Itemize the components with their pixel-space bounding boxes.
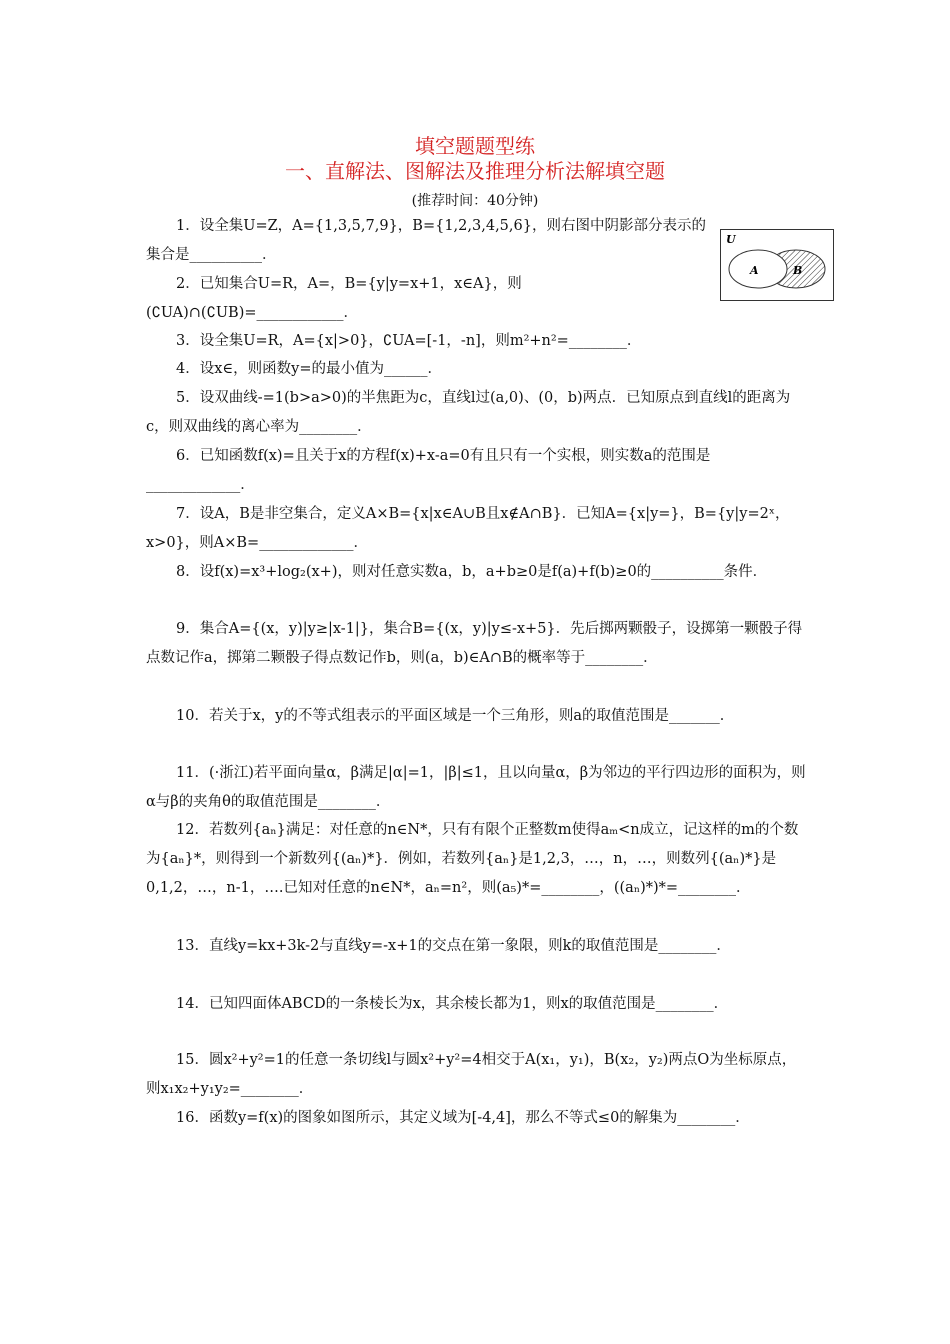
question-6: 6．已知函数f(x)=且关于x的方程f(x)+x-a=0有且只有一个实根，则实数a的范围是_____________． (146, 448, 711, 493)
question-2: 2．已知集合U=R，A=，B={y|y=x+1，x∈A}，则(∁UA)∩(∁UB)=____________． (146, 276, 522, 321)
section-title: 一、直解法、图解法及推理分析法解填空题 (285, 159, 665, 183)
question-16: 16．函数y=f(x)的图象如图所示，其定义域为[-4,4]，那么不等式≤0的解集为________． (176, 1110, 750, 1126)
question-12: 12．若数列{aₙ}满足：对任意的n∈N*，只有有限个正整数m使得aₘ<n成立，记这样的m的个数为{aₙ}*，则得到一个新数列{(aₙ)*}．例如，若数列{aₙ}是1,2,3，…，n，…，则数列{(aₙ)*}是0,1,2，…，n-1，….已知对任意的n∈N*，aₙ=n²，则(a₅)*=________，((aₙ)*)*=________． (146, 822, 799, 896)
page-title: 填空题题型练 (415, 134, 535, 158)
question-5: 5．设双曲线-=1(b>a>0)的半焦距为c，直线l过(a,0)、(0，b)两点．已知原点到直线l的距离为c，则双曲线的离心率为________． (146, 390, 791, 435)
question-14: 14．已知四面体ABCD的一条棱长为x，其余棱长都为1，则x的取值范围是________． (176, 996, 729, 1012)
venn-label-b: B (793, 264, 803, 277)
question-11: 11．(·浙江)若平面向量α，β满足|α|=1，|β|≤1，且以向量α，β为邻边的平行四边形的面积为，则α与β的夹角θ的取值范围是________． (146, 765, 806, 810)
venn-label-a: A (750, 264, 759, 277)
question-13: 13．直线y=kx+3k-2与直线y=-x+1的交点在第一象限，则k的取值范围是________． (176, 938, 731, 954)
question-10: 10．若关于x，y的不等式组表示的平面区域是一个三角形，则a的取值范围是_______． (176, 708, 735, 724)
question-7: 7．设A，B是非空集合，定义A×B={x|x∈A∪B且x∉A∩B}．已知A={x|y=}，B={y|y=2ˣ，x>0}，则A×B=_____________． (146, 506, 790, 551)
venn-label-u: U (726, 233, 736, 246)
venn-diagram (720, 229, 834, 301)
question-8: 8．设f(x)=x³+log₂(x+)，则对任意实数a，b，a+b≥0是f(a)+f(b)≥0的__________条件． (176, 564, 768, 580)
question-1: 1．设全集U=Z，A={1,3,5,7,9}，B={1,2,3,4,5,6}，则右图中阴影部分表示的集合是__________． (146, 218, 706, 263)
question-15: 15．圆x²+y²=1的任意一条切线l与圆x²+y²=4相交于A(x₁，y₁)，B(x₂，y₂)两点O为坐标原点，则x₁x₂+y₁y₂=________． (146, 1052, 797, 1097)
time-note: (推荐时间：40分钟) (411, 193, 539, 209)
question-9: 9．集合A={(x，y)|y≥|x-1|}，集合B={(x，y)|y≤-x+5}．先后掷两颗骰子，设掷第一颗骰子得点数记作a，掷第二颗骰子得点数记作b，则(a，b)∈A∩B的概率等于________． (146, 621, 803, 666)
question-3: 3．设全集U=R，A={x|>0}，∁UA=[-1，-n]，则m²+n²=________． (176, 333, 642, 349)
question-4: 4．设x∈，则函数y=的最小值为______． (176, 361, 442, 377)
